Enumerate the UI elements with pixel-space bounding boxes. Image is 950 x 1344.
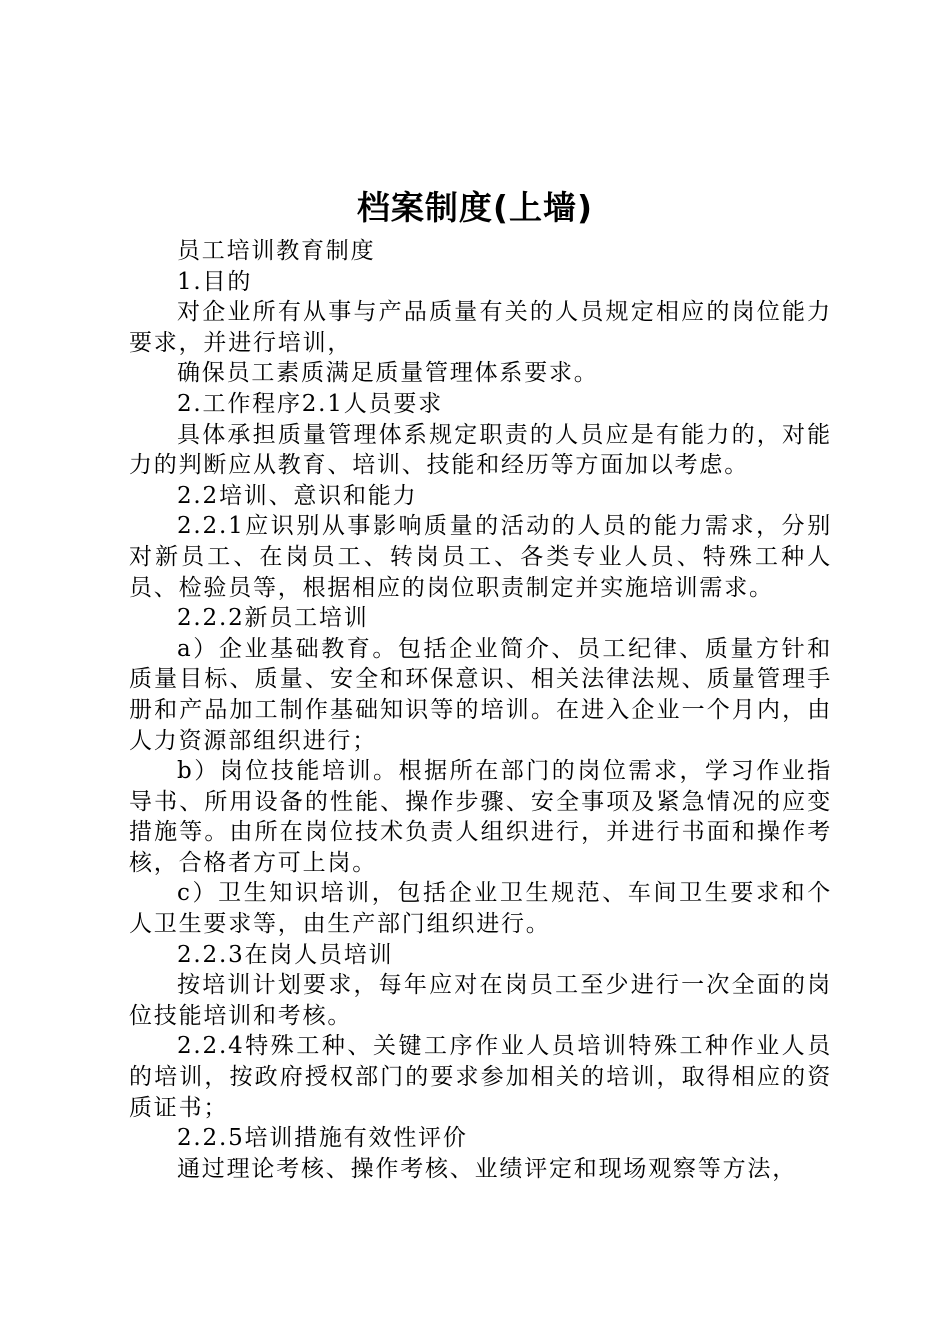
section-heading: 2.2.2新员工培训 xyxy=(177,605,369,632)
section-heading: 2.2.5培训措施有效性评价 xyxy=(177,1125,468,1152)
paragraph: 具体承担质量管理体系规定职责的人员应是有能力的，对能力的判断应从教育、培训、技能和经历等方面加以考虑。 xyxy=(129,421,832,479)
section-heading: 员工培训教育制度 xyxy=(177,238,376,264)
section-heading: 2.2.3在岗人员培训 xyxy=(177,941,394,968)
paragraph: 对企业所有从事与产品质量有关的人员规定相应的岗位能力要求，并进行培训， xyxy=(129,299,832,356)
paragraph: 确保员工素质满足质量管理体系要求。 xyxy=(177,360,599,387)
document-title: 档案制度(上墙) xyxy=(356,188,594,227)
document-body xyxy=(129,236,832,1184)
paragraph: 按培训计划要求，每年应对在岗员工至少进行一次全面的岗位技能培训和考核。 xyxy=(129,972,832,1029)
section-heading: 2.2培训、意识和能力 xyxy=(177,482,418,509)
paragraph: b）岗位技能培训。根据所在部门的岗位需求，学习作业指导书、所用设备的性能、操作步骤、安全事项及紧急情况的应变措施等。由所在岗位技术负责人组织进行，并进行书面和操作考核，合格者方可上岗。 xyxy=(129,758,832,876)
paragraph: 通过理论考核、操作考核、业绩评定和现场观察等方法， xyxy=(177,1155,797,1182)
paragraph: a）企业基础教育。包括企业简介、员工纪律、质量方针和质量目标、质量、安全和环保意识、相关法律法规、质量管理手册和产品加工制作基础知识等的培训。在进入企业一个月内，由人力资源部组织进行； xyxy=(129,635,832,754)
paragraph: 2.2.1应识别从事影响质量的活动的人员的能力需求，分别对新员工、在岗员工、转岗员工、各类专业人员、特殊工种人员、检验员等，根据相应的岗位职责制定并实施培训需求。 xyxy=(129,513,832,601)
paragraph: 2.2.4特殊工种、关键工序作业人员培训特殊工种作业人员的培训，按政府授权部门的要求参加相关的培训，取得相应的资质证书； xyxy=(129,1033,832,1121)
paragraph: c）卫生知识培训，包括企业卫生规范、车间卫生要求和个人卫生要求等，由生产部门组织进行。 xyxy=(129,880,832,938)
section-heading: 1.目的 xyxy=(177,268,253,295)
section-heading: 2.工作程序2.1人员要求 xyxy=(177,390,443,417)
